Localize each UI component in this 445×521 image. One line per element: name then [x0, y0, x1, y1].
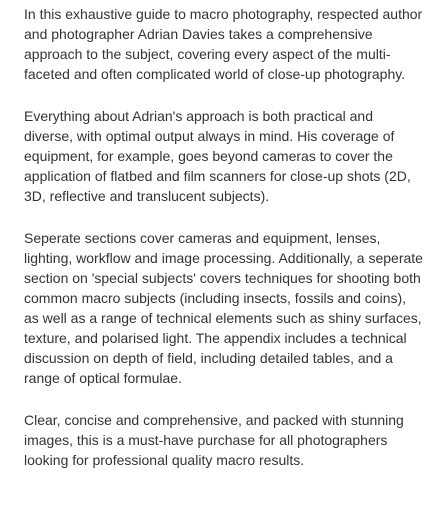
description-paragraph-2: Everything about Adrian's approach is both practical and diverse, with optimal output always in mind. His coverage of equipment, for example, goes beyond cameras to cover the application of flatbed and film scanners for close-up shots (2D, 3D, reflective and translucent subjects). — [24, 108, 411, 204]
product-description — [24, 4, 424, 470]
description-paragraph-3: Seperate sections cover cameras and equipment, lenses, lighting, workflow and image processing. Additionally, a seperate section on 'special subjects' covers techniques for shooting both common macro subjects (including insects, fossils and coins), as well as a range of technical elements such as shiny surfaces, texture, and polarised light. The appendix includes a technical discussion on depth of field, including detailed tables, and a range of optical formulae. — [24, 230, 423, 386]
description-paragraph-1: In this exhaustive guide to macro photography, respected author and photographer Adrian Davies takes a comprehensive approach to the subject, covering every aspect of the multi-faceted and often complicated world of close-up photography. — [24, 6, 423, 82]
description-paragraph-4: Clear, concise and comprehensive, and packed with stunning images, this is a must-have purchase for all photographers looking for professional quality macro results. — [24, 412, 404, 468]
